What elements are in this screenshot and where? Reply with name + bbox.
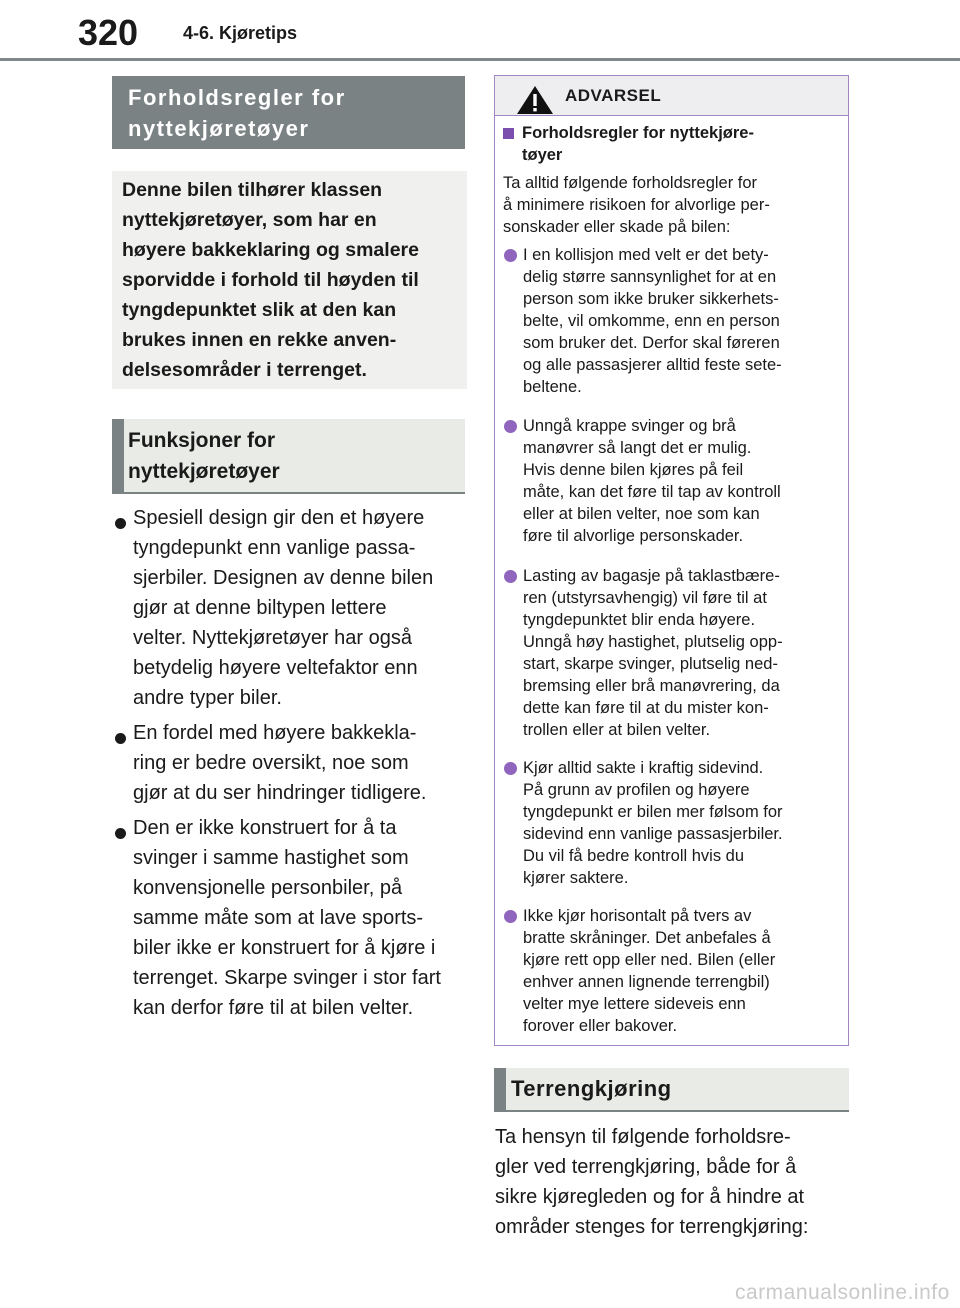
intro-line: tyngdepunktet slik at den kan [122, 299, 397, 321]
bullet-line: andre typer biler. [133, 687, 282, 709]
square-bullet-icon [503, 128, 514, 139]
bullet-dot-icon [115, 828, 126, 839]
chapter-title: 4-6. Kjøretips [183, 23, 298, 43]
warning-bullet-4 [523, 757, 845, 889]
bullet-dot-icon [115, 518, 126, 529]
warning-bullet-line: Du vil få bedre kontroll hvis du [523, 847, 745, 865]
heading-underline [112, 492, 465, 494]
bullet-line: gjør at denne biltypen lettere [133, 597, 387, 619]
intro-line: nyttekjøretøyer, som har en [122, 209, 377, 231]
intro-line: høyere bakkeklaring og smalere [122, 239, 419, 261]
subheading-line: tøyer [522, 146, 563, 164]
warning-bullet-line: som bruker det. Derfor skal føreren [523, 334, 780, 352]
warning-bullet-line: og alle passasjerer alltid feste sete- [523, 356, 782, 374]
warning-bullet-line: manøvrer så langt det er mulig. [523, 439, 752, 457]
warning-bullet-line: forover eller bakover. [523, 1017, 678, 1035]
watermark: carmanualsonline.info [735, 1281, 950, 1304]
bullet-line: biler ikke er konstruert for å kjøre i [133, 937, 436, 959]
bullet-line: En fordel med høyere bakkekla- [112, 718, 472, 748]
subheading-line: Forholdsregler for nyttekjøre- [522, 124, 754, 142]
warning-bullet-line: Unngå høy hastighet, plutselig opp- [523, 633, 783, 651]
bullet-line: samme måte som at lave sports- [133, 907, 424, 929]
warning-intro-line: å minimere risikoen for alvorlige per- [503, 196, 770, 214]
warning-bullet-line: Lasting av bagasje på taklastbære- [523, 567, 780, 585]
warning-bullet-line: Unngå krappe svinger og brå [523, 417, 736, 435]
terrain-line: Ta hensyn til følgende forholdsre- [495, 1126, 791, 1148]
bullet-line: svinger i samme hastighet som [133, 847, 409, 869]
bullet-line: Spesiell design gir den et høyere [112, 503, 472, 533]
warning-bullet-2 [523, 415, 845, 547]
section-heading-precautions [112, 76, 465, 149]
warning-bullet-line: ren (utstyrsavhengig) vil føre til at [523, 589, 767, 607]
warning-intro-line: Ta alltid følgende forholdsregler for [503, 174, 758, 192]
header-divider [0, 58, 960, 61]
warning-bullet-line: sidevind enn vanlige passasjerbiler. [523, 825, 783, 843]
warning-bullet-line: person som ikke bruker sikkerhets- [523, 290, 779, 308]
warning-bullet-line: dette kan føre til at du mister kon- [523, 699, 769, 717]
intro-box [112, 171, 467, 389]
warning-bullet-line: Kjør alltid sakte i kraftig sidevind. [523, 759, 764, 777]
heading-underline [494, 1110, 849, 1112]
warning-bullet-line: beltene. [523, 378, 582, 396]
warning-bullet-line: På grunn av profilen og høyere [523, 781, 750, 799]
warning-bullet-line: bremsing eller brå manøvrering, da [523, 677, 780, 695]
warning-bullet-line: delig større sannsynlighet for at en [523, 268, 777, 286]
intro-line: Denne bilen tilhører klassen [122, 179, 383, 201]
terrain-line: områder stenges for terrengkjøring: [495, 1216, 809, 1238]
warning-bullet-5 [523, 905, 845, 1037]
intro-line: sporvidde i forhold til høyden til [122, 269, 419, 291]
bullet-line: gjør at du ser hindringer tidligere. [133, 782, 427, 804]
bullet-dot-icon [504, 420, 517, 433]
warning-bullet-line: eller at bilen velter, noe som kan [523, 505, 760, 523]
warning-bullet-3 [523, 565, 845, 741]
heading-line: Forholdsregler for [128, 85, 346, 110]
warning-bullet-line: enhver annen lignende terrengbil) [523, 973, 770, 991]
terrain-body [495, 1122, 855, 1242]
bullet-line: terrenget. Skarpe svinger i stor fart [133, 967, 441, 989]
bullet-dot-icon [115, 733, 126, 744]
heading-line: nyttekjøretøyer [128, 460, 280, 483]
warning-triangle-icon [516, 85, 554, 115]
warning-bullet-line: måte, kan det føre til tap av kontroll [523, 483, 781, 501]
warning-bullet-line: Ikke kjør horisontalt på tvers av [523, 907, 752, 925]
warning-bullet-line: start, skarpe svinger, plutselig ned- [523, 655, 778, 673]
warning-bullet-line: kjøre rett opp eller ned. Bilen (eller [523, 951, 776, 969]
bullet-dot-icon [504, 762, 517, 775]
bullet-line: betydelig høyere veltefaktor enn [133, 657, 418, 679]
warning-bullet-line: trollen eller at bilen velter. [523, 721, 711, 739]
bullet-line: kan derfor føre til at bilen velter. [133, 997, 414, 1019]
warning-bullet-line: bratte skråninger. Det anbefales å [523, 929, 771, 947]
warning-bullet-line: kjører saktere. [523, 869, 629, 887]
warning-title: ADVARSEL [565, 86, 662, 105]
warning-subheading [522, 122, 842, 166]
warning-bullet-1 [523, 244, 845, 398]
intro-line: brukes innen en rekke anven- [122, 329, 397, 351]
warning-bullet-line: belte, vil omkomme, enn en person [523, 312, 780, 330]
bullet-dot-icon [504, 910, 517, 923]
warning-bullet-line: tyngdepunkt er bilen mer følsom for [523, 803, 783, 821]
bullet-dot-icon [504, 570, 517, 583]
warning-bullet-line: føre til alvorlige personskader. [523, 527, 744, 545]
warning-bullet-line: Hvis denne bilen kjøres på feil [523, 461, 744, 479]
heading-line: Funksjoner for [128, 429, 276, 452]
warning-bullet-line: tyngdepunktet blir enda høyere. [523, 611, 756, 629]
bullet-line: ring er bedre oversikt, noe som [133, 752, 409, 774]
warning-intro [503, 172, 843, 238]
bullet-dot-icon [504, 249, 517, 262]
terrain-line: sikre kjøregleden og for å hindre at [495, 1186, 805, 1208]
section-heading-terrain: Terrengkjøring [494, 1068, 849, 1111]
feature-bullet-1 [112, 503, 472, 713]
terrain-line: gler ved terrengkjøring, både for å [495, 1156, 797, 1178]
bullet-line: velter. Nyttekjøretøyer har også [133, 627, 412, 649]
feature-bullet-3 [112, 813, 472, 1023]
warning-bullet-line: velter mye lettere sideveis enn [523, 995, 746, 1013]
section-heading-features [112, 419, 465, 492]
bullet-line: Den er ikke konstruert for å ta [112, 813, 472, 843]
intro-line: delsesområder i terrenget. [122, 359, 367, 381]
bullet-line: sjerbiler. Designen av denne bilen [133, 567, 434, 589]
page-number: 320 [78, 12, 139, 53]
bullet-line: tyngdepunkt enn vanlige passa- [133, 537, 416, 559]
warning-intro-line: sonskader eller skade på bilen: [503, 218, 731, 236]
bullet-line: konvensjonelle personbiler, på [133, 877, 403, 899]
heading-line: nyttekjøretøyer [128, 116, 310, 141]
feature-bullet-2 [112, 718, 472, 808]
warning-bullet-line: I en kollisjon med velt er det bety- [523, 246, 769, 264]
